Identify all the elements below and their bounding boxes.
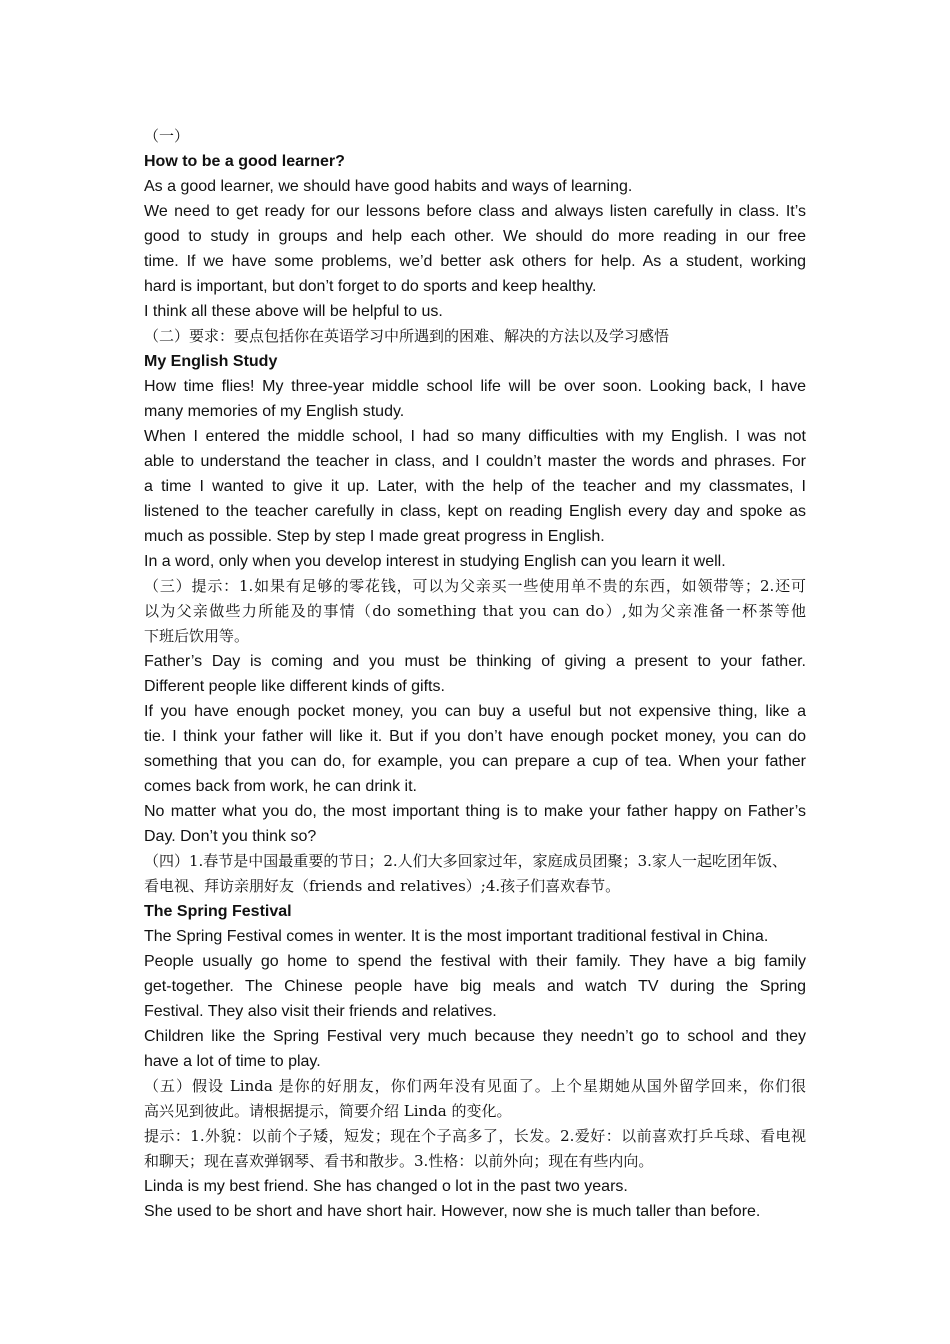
text-line: In a word, only when you develop interest in studying English can you learn it well. — [144, 553, 726, 570]
text-line: Festival. They also visit their friends and relatives. — [144, 1003, 497, 1020]
text-line: She used to be short and have short hair. However, now she is much taller than before. — [144, 1203, 761, 1220]
text-line: have a lot of time to play. — [144, 1053, 321, 1070]
text-line: As a good learner, we should have good habits and ways of learning. — [144, 178, 633, 195]
text-line: The Spring Festival comes in wenter. It is the most important traditional festival in China. — [144, 928, 769, 945]
text-line: hard is important, but don’t forget to do sports and keep healthy. — [144, 278, 597, 295]
text-line: Day. Don’t you think so? — [144, 828, 317, 845]
text-line: Father’s Day is coming and you must be thinking of giving a present to your father. — [144, 653, 806, 670]
essay-title: The Spring Festival — [144, 903, 292, 920]
text-line: People usually go home to spend the festival with their family. They have a big family — [144, 953, 806, 970]
prompt-line: 以为父亲做些力所能及的事情（do something that you can do）,如为父亲准备一杯茶等他 — [144, 602, 806, 620]
prompt-line: （五）假设 Linda 是你的好朋友，你们两年没有见面了。上个星期她从国外留学回来，你们很 — [144, 1077, 806, 1095]
prompt-line: （三）提示：1.如果有足够的零花钱，可以为父亲买一些使用单不贵的东西，如领带等；2.还可 — [144, 577, 806, 595]
prompt-line: （二）要求：要点包括你在英语学习中所遇到的困难、解决的方法以及学习感悟 — [144, 327, 670, 345]
text-line: Different people like different kinds of gifts. — [144, 678, 445, 695]
text-line: much as possible. Step by step I made great progress in English. — [144, 528, 605, 545]
text-line: time. If we have some problems, we’d better ask others for help. As a student, working — [144, 253, 806, 270]
text-line: many memories of my English study. — [144, 403, 405, 420]
prompt-line: 下班后饮用等。 — [144, 627, 250, 645]
text-line: get-together. The Chinese people have big meals and watch TV during the Spring — [144, 978, 806, 995]
text-line: We need to get ready for our lessons before class and always listen carefully in class. It’s — [144, 203, 806, 220]
section-number: （一） — [144, 127, 190, 145]
text-line: If you have enough pocket money, you can buy a useful but not expensive thing, like a — [144, 703, 806, 720]
text-line: comes back from work, he can drink it. — [144, 778, 417, 795]
text-line: a time I wanted to give it up. Later, with the help of the teacher and my classmates, I — [144, 478, 806, 495]
prompt-line: 高兴见到彼此。请根据提示，简要介绍 Linda 的变化。 — [144, 1102, 512, 1120]
text-line: Linda is my best friend. She has changed o lot in the past two years. — [144, 1178, 628, 1195]
text-line: I think all these above will be helpful to us. — [144, 303, 443, 320]
text-line: tie. I think your father will like it. But if you don’t have enough pocket money, you can do — [144, 728, 806, 745]
text-line: something that you can do, for example, you can prepare a cup of tea. When your father — [144, 753, 806, 770]
text-line: good to study in groups and help each other. We should do more reading in our free — [144, 228, 806, 245]
text-line: How time flies! My three-year middle school life will be over soon. Looking back, I have — [144, 378, 806, 395]
prompt-line: （四）1.春节是中国最重要的节日；2.人们大多回家过年，家庭成员团聚；3.家人一起吃团年饭、 — [144, 852, 787, 870]
text-line: Children like the Spring Festival very much because they needn’t go to school and they — [144, 1028, 806, 1045]
text-line: No matter what you do, the most important thing is to make your father happy on Father’s — [144, 803, 806, 820]
prompt-line: 看电视、拜访亲朋好友（friends and relatives）;4.孩子们喜欢春节。 — [144, 877, 621, 895]
essay-title: My English Study — [144, 353, 278, 370]
prompt-line: 提示：1.外貌：以前个子矮，短发；现在个子高多了，长发。2.爱好：以前喜欢打乒乓球、看电视 — [144, 1127, 806, 1145]
essay-title: How to be a good learner? — [144, 153, 345, 170]
text-line: When I entered the middle school, I had so many difficulties with my English. I was not — [144, 428, 806, 445]
document-page — [144, 124, 806, 1224]
text-line: able to understand the teacher in class, and I couldn’t master the words and phrases. For — [144, 453, 806, 470]
prompt-line: 和聊天；现在喜欢弹钢琴、看书和散步。3.性格：以前外向；现在有些内向。 — [144, 1152, 654, 1170]
text-line: listened to the teacher carefully in class, kept on reading English every day and spoke as — [144, 503, 806, 520]
